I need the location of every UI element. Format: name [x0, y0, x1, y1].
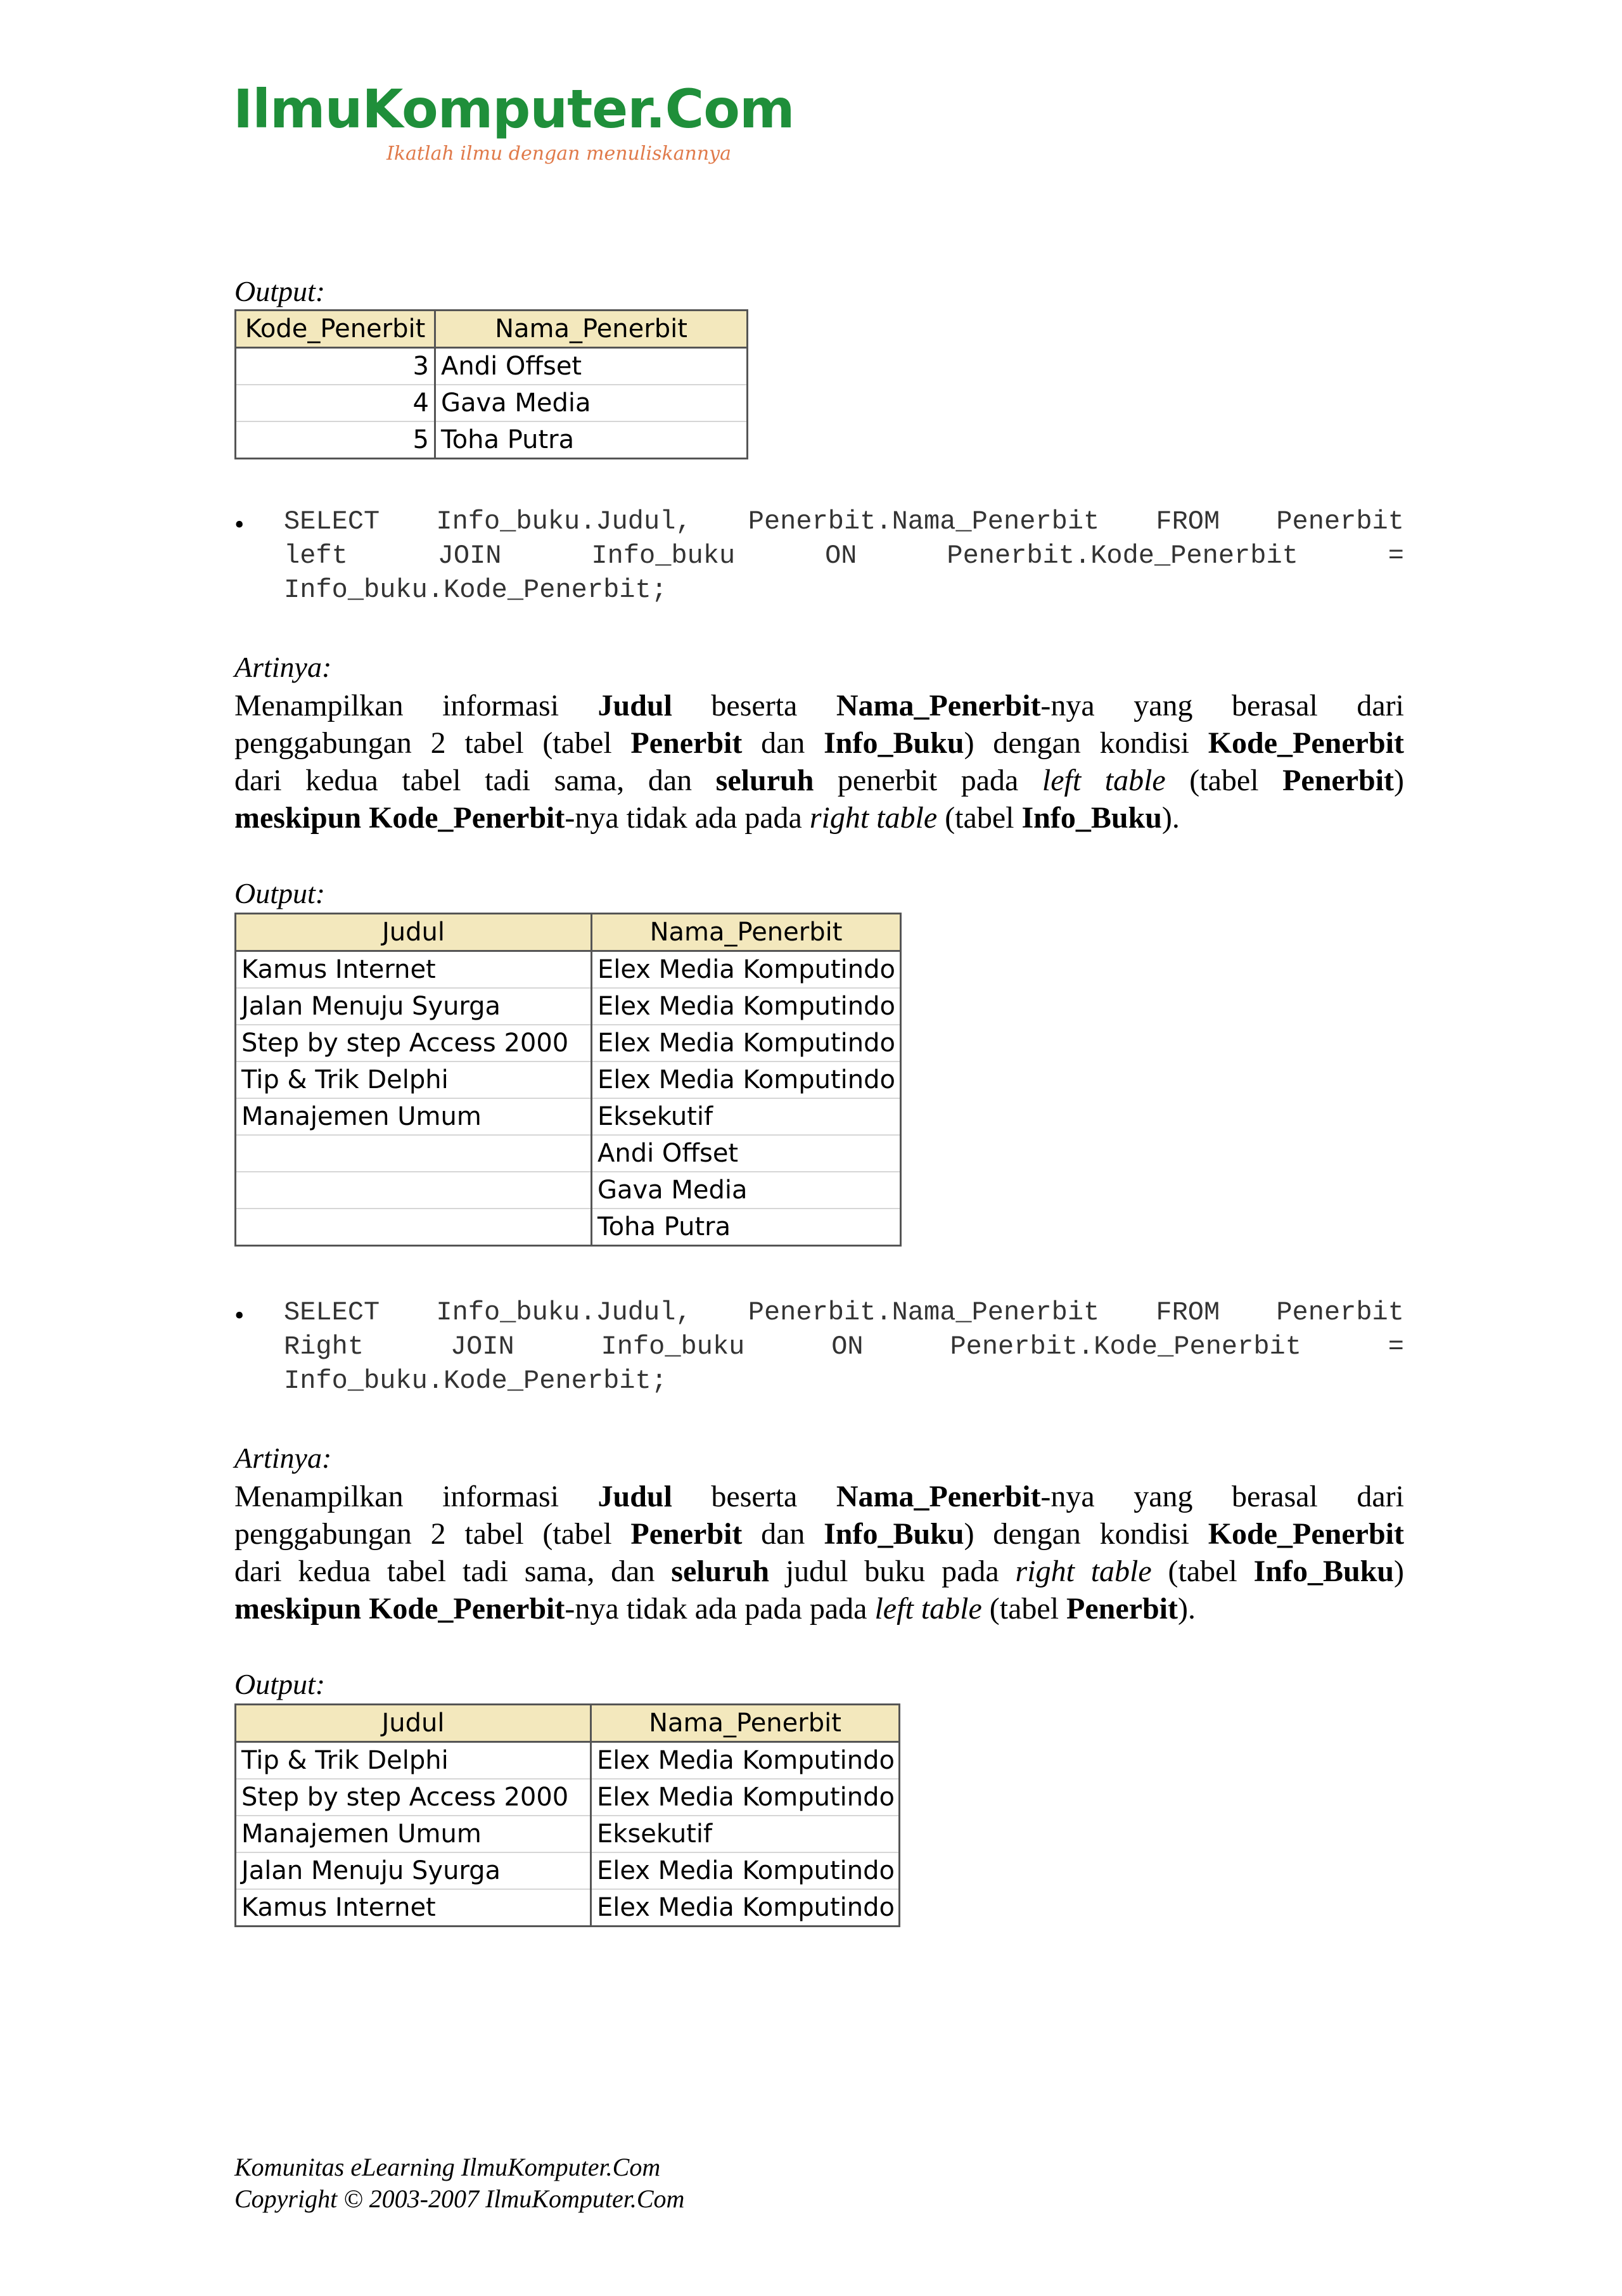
- table-cell: Tip & Trik Delphi: [236, 1061, 592, 1098]
- paragraph-line: Menampilkan informasi Judul beserta Nama_Penerbit-nya yang berasal dari: [234, 1480, 1404, 1513]
- code-token: Info_buku.Kode_Penerbit;: [284, 575, 667, 605]
- code-token: Penerbit.Nama_Penerbit: [748, 1297, 1100, 1328]
- code-token: Right: [284, 1331, 364, 1362]
- code-token: JOIN: [437, 541, 502, 571]
- code-token: =: [1388, 1331, 1404, 1362]
- table-row: [236, 1742, 900, 1780]
- meaning-paragraph-1: [234, 687, 1404, 837]
- table-cell: Manajemen Umum: [236, 1816, 591, 1852]
- table-row: [236, 1098, 901, 1135]
- code-token: FROM: [1156, 506, 1220, 537]
- code-token: Penerbit: [1276, 1297, 1404, 1328]
- table-row: [236, 1889, 900, 1927]
- code-token: Penerbit.Nama_Penerbit: [748, 506, 1100, 537]
- footer-community: Komunitas eLearning IlmuKomputer.Com: [234, 2153, 661, 2181]
- meaning-paragraph-2: [234, 1478, 1404, 1627]
- site-tagline: Ikatlah ilmu dengan menuliskannya: [386, 143, 731, 165]
- meaning-label-2: Artinya:: [234, 1442, 332, 1474]
- table-cell: Elex Media Komputindo: [592, 988, 901, 1025]
- table-cell: [236, 1172, 592, 1209]
- table-cell: Elex Media Komputindo: [592, 1061, 901, 1098]
- paragraph-line: meskipun Kode_Penerbit-nya tidak ada pada right table (tabel Info_Buku).: [234, 801, 1180, 835]
- code-token: =: [1388, 541, 1404, 571]
- paragraph-line: Menampilkan informasi Judul beserta Nama_Penerbit-nya yang berasal dari: [234, 689, 1404, 722]
- table-cell: Elex Media Komputindo: [591, 1889, 900, 1927]
- table-cell: Step by step Access 2000: [236, 1025, 592, 1061]
- table-header-row: [236, 1705, 900, 1742]
- bullet-marker: •: [234, 1300, 245, 1331]
- table-row: [236, 385, 748, 421]
- code-line: [284, 1330, 1404, 1364]
- table-cell: Eksekutif: [591, 1816, 900, 1852]
- table-cell: Toha Putra: [592, 1209, 901, 1246]
- column-header: Judul: [236, 914, 592, 951]
- code-token: Penerbit.Kode_Penerbit: [950, 1331, 1301, 1362]
- table-row: [236, 1816, 900, 1852]
- table-cell: Andi Offset: [435, 348, 748, 385]
- table-row: [236, 1135, 901, 1172]
- table-cell: Elex Media Komputindo: [592, 951, 901, 989]
- table-cell: Gava Media: [592, 1172, 901, 1209]
- paragraph-line: penggabungan 2 tabel (tabel Penerbit dan Info_Buku) dengan kondisi Kode_Penerbit: [234, 726, 1404, 760]
- column-header: Kode_Penerbit: [236, 311, 435, 348]
- table-cell: Elex Media Komputindo: [591, 1742, 900, 1780]
- table-cell: [236, 1135, 592, 1172]
- table-cell: Andi Offset: [592, 1135, 901, 1172]
- code-token: Info_buku: [591, 541, 736, 571]
- table-cell: Toha Putra: [435, 421, 748, 459]
- column-header: Nama_Penerbit: [591, 1705, 900, 1742]
- table-cell: Gava Media: [435, 385, 748, 421]
- table-cell: Eksekutif: [592, 1098, 901, 1135]
- code-line: [284, 504, 1404, 539]
- code-token: Info_buku.Judul,: [436, 506, 692, 537]
- code-token: ON: [831, 1331, 864, 1362]
- table-cell: Elex Media Komputindo: [591, 1779, 900, 1816]
- sql-query-left-join: [284, 504, 1404, 607]
- table-cell: [236, 1209, 592, 1246]
- table-cell: Step by step Access 2000: [236, 1779, 591, 1816]
- table-row: [236, 1779, 900, 1816]
- sql-query-right-join: [284, 1295, 1404, 1398]
- code-line: [284, 539, 1404, 573]
- table-cell: Tip & Trik Delphi: [236, 1742, 591, 1780]
- code-token: Info_buku: [601, 1331, 745, 1362]
- paragraph-line: meskipun Kode_Penerbit-nya tidak ada pada pada left table (tabel Penerbit).: [234, 1592, 1196, 1626]
- table-row: [236, 348, 748, 385]
- code-token: FROM: [1156, 1297, 1220, 1328]
- table-cell: Jalan Menuju Syurga: [236, 1852, 591, 1889]
- paragraph-line: dari kedua tabel tadi sama, dan seluruh judul buku pada right table (tabel Info_Buku): [234, 1555, 1405, 1588]
- code-token: Info_buku.Kode_Penerbit;: [284, 1366, 667, 1396]
- paragraph-line: dari kedua tabel tadi sama, dan seluruh penerbit pada left table (tabel Penerbit): [234, 764, 1405, 797]
- code-line: [284, 1364, 1404, 1398]
- table-cell: Kamus Internet: [236, 951, 592, 989]
- table-row: [236, 1852, 900, 1889]
- code-token: SELECT: [284, 1297, 380, 1328]
- bullet-marker: •: [234, 509, 245, 540]
- table-cell: 4: [236, 385, 435, 421]
- column-header: Judul: [236, 1705, 591, 1742]
- code-line: [284, 573, 1404, 607]
- table-row: [236, 951, 901, 989]
- column-header: Nama_Penerbit: [592, 914, 901, 951]
- table-cell: 3: [236, 348, 435, 385]
- table-row: [236, 1209, 901, 1246]
- page-footer: [234, 2152, 684, 2215]
- output-table-2: [234, 913, 902, 1247]
- output-table-3: [234, 1703, 900, 1927]
- table-header-row: [236, 914, 901, 951]
- table-row: [236, 1061, 901, 1098]
- code-token: Penerbit: [1276, 506, 1404, 537]
- output-label-3: Output:: [234, 1668, 326, 1700]
- output-label-1: Output:: [234, 275, 326, 307]
- table-row: [236, 988, 901, 1025]
- code-token: left: [284, 541, 348, 571]
- code-token: ON: [825, 541, 857, 571]
- code-token: SELECT: [284, 506, 380, 537]
- table-row: [236, 421, 748, 459]
- site-logo: IlmuKomputer.Com: [233, 78, 795, 140]
- table-cell: Jalan Menuju Syurga: [236, 988, 592, 1025]
- meaning-label-1: Artinya:: [234, 651, 332, 683]
- footer-copyright: Copyright © 2003-2007 IlmuKomputer.Com: [234, 2184, 685, 2213]
- paragraph-line: penggabungan 2 tabel (tabel Penerbit dan Info_Buku) dengan kondisi Kode_Penerbit: [234, 1517, 1404, 1551]
- table-cell: 5: [236, 421, 435, 459]
- code-token: Info_buku.Judul,: [436, 1297, 692, 1328]
- output-label-2: Output:: [234, 877, 326, 909]
- code-line: [284, 1295, 1404, 1330]
- table-row: [236, 1172, 901, 1209]
- table-cell: Elex Media Komputindo: [592, 1025, 901, 1061]
- table-row: [236, 1025, 901, 1061]
- code-token: Penerbit.Kode_Penerbit: [947, 541, 1298, 571]
- table-cell: Elex Media Komputindo: [591, 1852, 900, 1889]
- table-cell: Kamus Internet: [236, 1889, 591, 1927]
- output-table-1: [234, 309, 748, 459]
- column-header: Nama_Penerbit: [435, 311, 748, 348]
- code-token: JOIN: [450, 1331, 514, 1362]
- table-cell: Manajemen Umum: [236, 1098, 592, 1135]
- table-header-row: [236, 311, 748, 348]
